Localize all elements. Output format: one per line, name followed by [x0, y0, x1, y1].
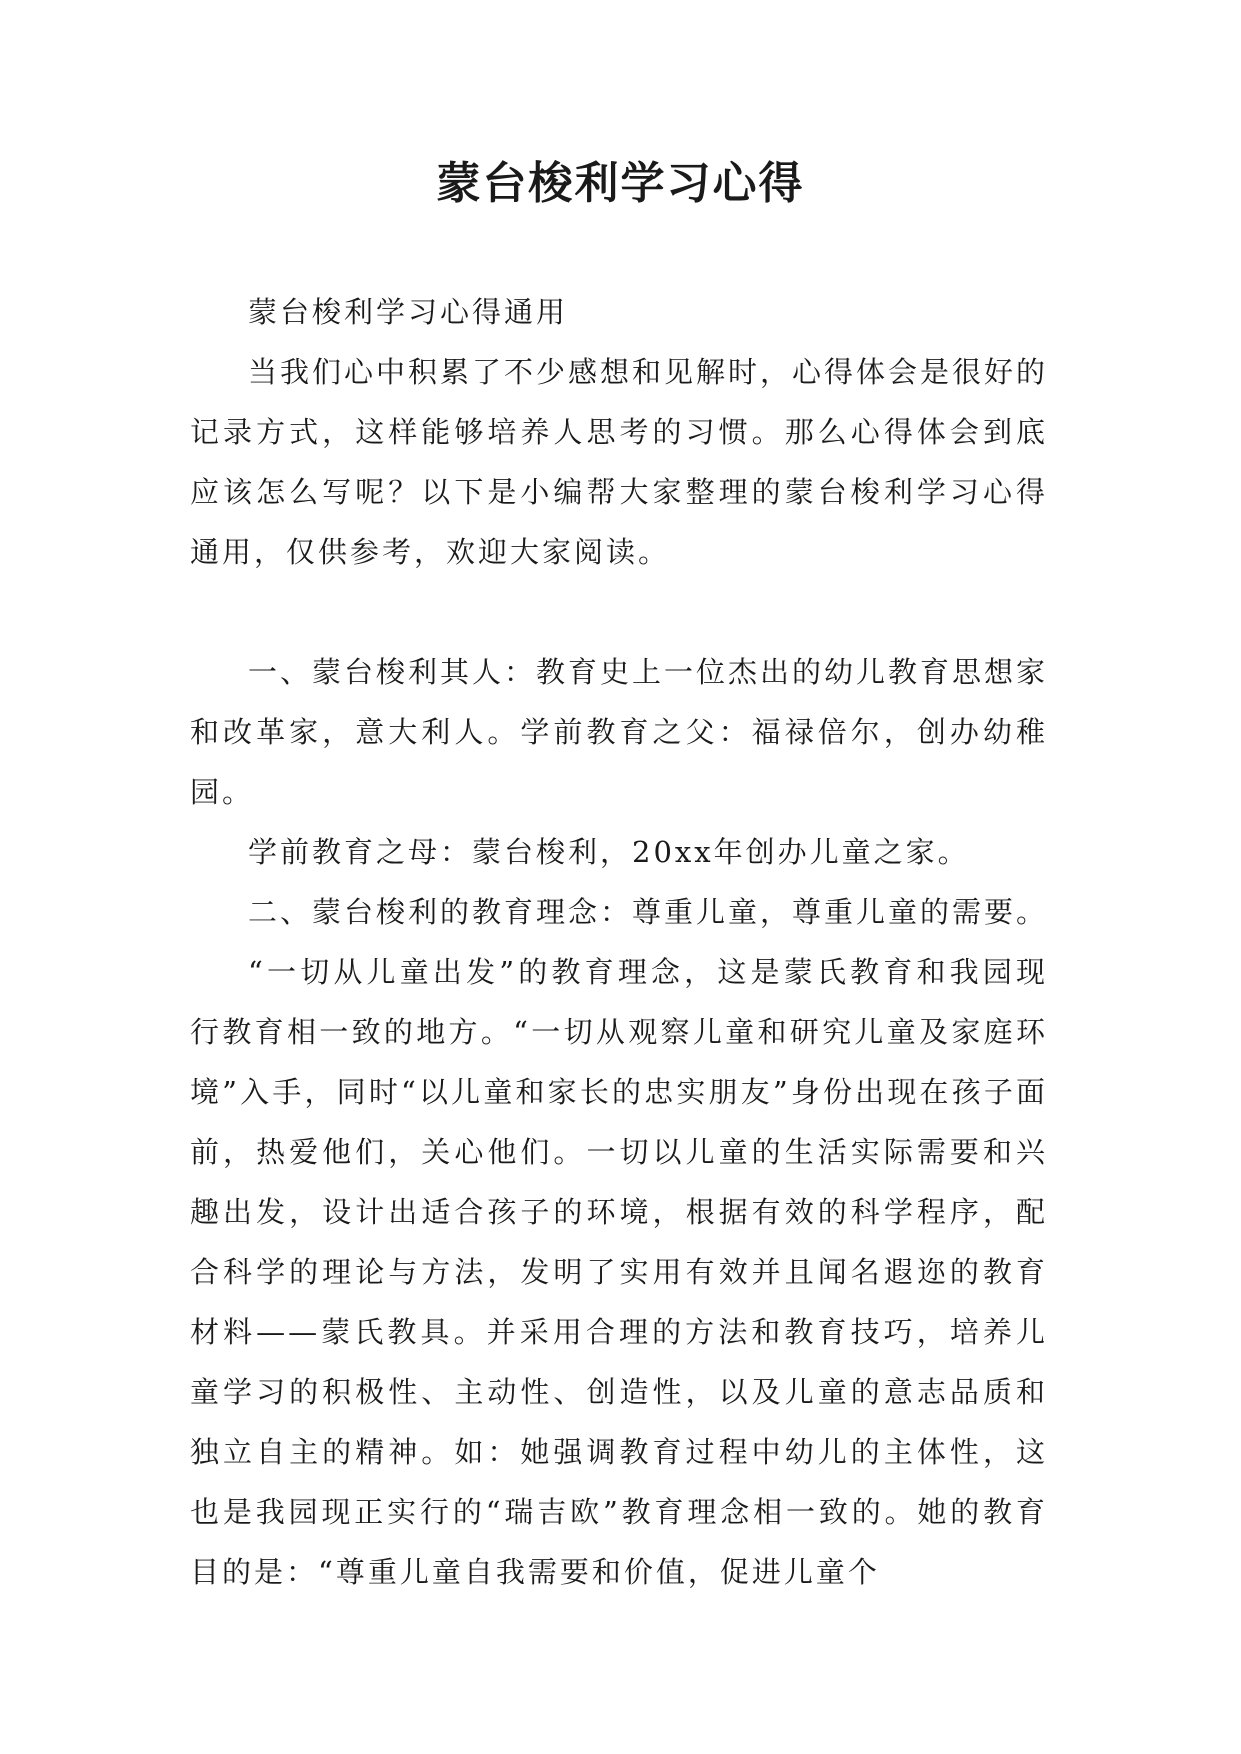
paragraph-intro: 当我们心中积累了不少感想和见解时，心得体会是很好的记录方式，这样能够培养人思考的习惯。那么心得体会到底应该怎么写呢？以下是小编帮大家整理的蒙台梭利学习心得通用，仅供参考，欢迎大家阅读。	[190, 355, 1049, 569]
paragraph-education-concept: “一切从儿童出发”的教育理念，这是蒙氏教育和我园现行教育相一致的地方。“一切从观察儿童和研究儿童及家庭环境”入手，同时“以儿童和家长的忠实朋友”身份出现在孩子面前，热爱他们，关心他们。一切以儿童的生活实际需要和兴趣出发，设计出适合孩子的环境，根据有效的科学程序，配合科学的理论与方法，发明了实用有效并且闻名遐迩的教育材料——蒙氏教具。并采用合理的方法和教育技巧，培养儿童学习的积极性、主动性、创造性，以及儿童的意志品质和独立自主的精神。如：她强调教育过程中幼儿的主体性，这也是我园现正实行的“瑞吉欧”教育理念相一致的。她的教育目的是：“尊重儿童自我需要和价值，促进儿童个	[190, 955, 1048, 1589]
paragraph-mother-of-preschool: 学前教育之母：蒙台梭利，20xx年创办儿童之家。	[248, 835, 970, 869]
document-body	[190, 282, 1048, 1602]
paragraph-subtitle: 蒙台梭利学习心得通用	[248, 295, 569, 329]
paragraph-section-one: 一、蒙台梭利其人：教育史上一位杰出的幼儿教育思想家和改革家，意大利人。学前教育之父：福禄倍尔，创办幼稚园。	[190, 655, 1049, 809]
document-title: 蒙台梭利学习心得	[436, 158, 805, 209]
paragraph-section-two: 二、蒙台梭利的教育理念：尊重儿童，尊重儿童的需要。	[248, 895, 1049, 929]
